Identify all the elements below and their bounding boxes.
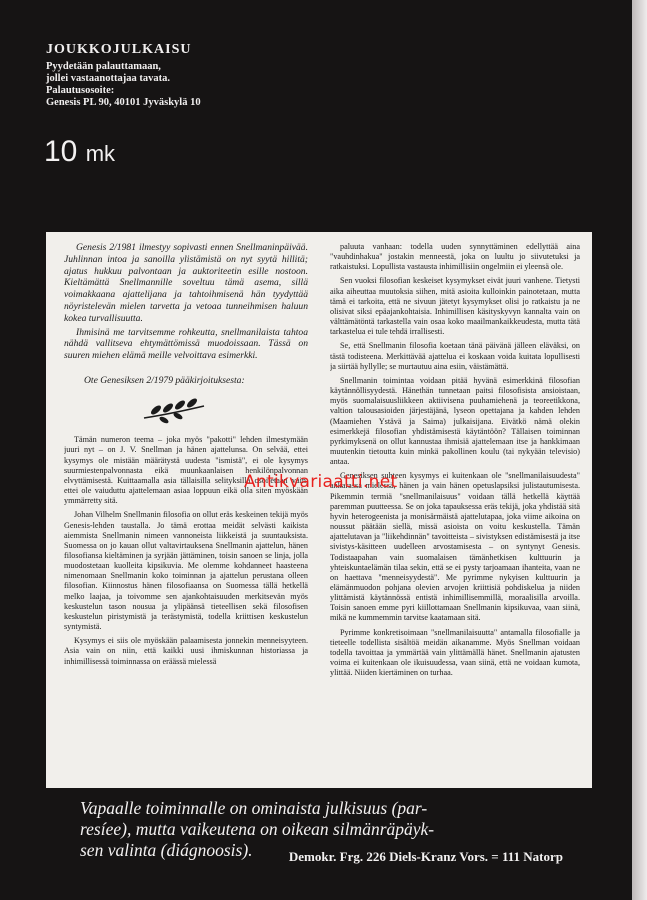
intro-paragraph: Genesis 2/1981 ilmestyy sopivasti ennen Snellmaninpäivää. Juhlinnan intoa ja sanoilla ylistämistä on nyt syytä hillitä; ajatus hukkuu palvontaan ja auktoriteetin esille nostoon. Kieltämättä Snellmannille soveltuu tämä asema, sillä voimakkaana ajattelijana ja tahtoihmisenä hän tyydyttää nöyristelevän mielen tarvetta ja vetoaa tunneihmisen haluun kokea turvallisuutta. bbox=[64, 242, 308, 324]
page-edge bbox=[632, 0, 647, 900]
right-column bbox=[330, 242, 580, 782]
price-amount: 10 bbox=[44, 135, 78, 168]
body-paragraph: paluuta vanhaan: todella uuden synnyttäminen edellyttää aina "vauhdinhakua" jostakin menneestä, joka on luultu jo siivutetuksi ja ratkaistuksi. Lopullista vastausta inhimillisiin ongelmiin ei yleensä ole. bbox=[330, 242, 580, 272]
intro-paragraph: Ihmisinä me tarvitsemme rohkeutta, snellmanilaista tahtoa nähdä vallitseva ehtymättömissä muodoissaan. Tässä on suuren miehen elämä meille velvoittava esimerkki. bbox=[64, 326, 308, 362]
body-paragraph: Pyrimme konkretisoimaan "snellmanilaisuutta" antamalla filosofialle ja tieteelle todellista sisältöä meidän aikanamme. Myös Snellman voidaan todella tavoittaa ja ymmärtää vain ylittämällä hänet. Snellmanin ajatusten voima ei kuitenkaan ole ikuisuudessa, vaan siinä, että ne voidaan kumota, ylittää. Niiden kiertäminen on turhaa. bbox=[330, 627, 580, 678]
intro-text bbox=[64, 242, 308, 362]
header-line: Palautusosoite: bbox=[46, 85, 115, 96]
quote-intro: Ote Genesiksen 2/1979 pääkirjoituksesta: bbox=[84, 374, 245, 386]
body-paragraph: Tämän numeron teema – joka myös "pakotti" lehden ilmestymään juuri nyt – on J. V. Snellman ja hänen ajattelunsa. On selvää, ettei kysymys ole mistään määrätystä uudesta "ismistä", ei ole kysymys suurmiestenpalvonnasta eikä muunkaanlaisen henkilönpalvonnan elvyttämisestä. Kuittaamalla asia tällaisilla selityksillä osoitetaan vain, ettei ole vaiuduttu ajattelemaan asiaa loppuun eikä olla siten myöskään ymmärretty sitä. bbox=[64, 435, 308, 506]
header-line: jollei vastaanottajaa tavata. bbox=[46, 73, 170, 84]
header-line: Pyydetään palauttamaan, bbox=[46, 61, 161, 72]
header-line: Genesis PL 90, 40101 Jyväskylä 10 bbox=[46, 97, 201, 108]
body-paragraph: Snellmanin toimintaa voidaan pitää hyvänä esimerkkinä filosofian käytännöllisyydestä. Hänethän tunnetaan paitsi filosofisista ansioistaan, myös suomalaisuusliikkeen aktiivisena puuhamiehenä ja teoreetikkona, valtion talousasioiden järjestäjänä, lyseon opettajana ja kahden lehden (Maamiehen Ystävä ja Saima) julkaisijana. Eivätkö nämä olekin esimerkkejä filosofian yhdistämisestä käytäntöön? Tällaisen toiminnan pyrkimyksenä on ollut kannustaa ihmisiä ajattelemaan itse ja hankkimaan muutenkin tietoutta kuin minkä pakollinen koulu (tai nykyään televisio) antaa. bbox=[330, 375, 580, 467]
price-handwritten bbox=[44, 135, 115, 169]
epigraph-line: Vapaalle toiminnalle on ominaista julkisuus (par- bbox=[80, 798, 428, 818]
body-paragraph: Johan Vilhelm Snellmanin filosofia on ollut eräs keskeinen tekijä myös Genesis-lehden taustalla. Jo tämä erottaa meidät selvästi kaikista aiemmista Snellmanin nimeen vannoneista liikkeistä ja suuntauksista. Suomessa on jo kauan ollut valtavirtauksena Snellmanin ajattelun, hänen filosofiansa kieltäminen ja syrjään jättäminen, toisin sanoen se linja, jolla muodostetaan kuolleita kipsikuvia. Me olemme kohdanneet haasteena nimenomaan Snellmanin koko toiminnan ja ajattelun perustana olleen filosofian. Kiinnostus hänen filosofiaansa on Suomessa tällä hetkellä melko laajaa, ja toivomme sen ajankohtaisuuden merkitsevän myös keskustelun tason nousua ja ylipäänsä tieteellisen sekä filosofisen keskustelun piristymistä ja terästymistä, todella kriittisen keskustelun syntymistä. bbox=[64, 510, 308, 632]
watermark: Antikvariaatti.net bbox=[244, 472, 398, 492]
body-paragraph: Sen vuoksi filosofian keskeiset kysymykset eivät juuri vanhene. Tietysti aika aiheuttaa muutoksia siihen, mitä asioita kulloinkin painotetaan, mutta tämä ei tarkoita, että ne sivuun jätetyt kysymykset olisi jo ratkaistu ja ne olisivat siksi epäajankohtaisia. Inhimillisen käsityskyvyn kannalta vain on välttämätöntä tarkastella vain osaa koko maailmankaikkeudesta, mutta tätä tarkastelua ei tule tehdä irrallisesti. bbox=[330, 276, 580, 337]
epigraph-line: sen valinta (diágnoosis). bbox=[80, 840, 253, 860]
leaf-ornament-icon bbox=[140, 396, 210, 426]
mailing-header bbox=[46, 42, 201, 109]
body-paragraph: Genesiksen suhteen kysymys ei kuitenkaan ole "snellmanilaisuudesta" ankarassa mielessä, hänen ja vain hänen opetuslapsiksi julistautumisesta. Pikemmin termiä "snellmanilaisuus" voidaan tällä hetkellä käyttää paremman puutteessa. Se on joka tapauksessa eräs tekijä, joka yhdistää sitä hyvin heterogeenista ja monisärmäistä ajattelutapaa, joka viime aikoina on noussut päätään siellä, missä asioista on voitu keskustella. Tämän ajattelutavan ja "liikehdinnän" tavoitteista – sivistyksen edistämisestä ja itse sivistys-käsitteen uudelleen arvostamisesta – on syntynyt Genesis. Todistaapahan vain suomalaisen tämänhetkisen kulttuurin ja yhteiskuntaelämän tilaa sekin, että se ei pysty tarjoamaan ihanteita, vaan ne on haettava "menneisyydestä". Me pyrimme nykyisen kulttuurin ja elämänmuodon pohjana olevien arvojen kriittisiä pohdiskelua ja niiden ylittämistä käytännössä entistä inhimillisemmillä, moraalisilla arvoilla. Toisin sanoen emme pyri kiillottamaan Snellmanin kipsikuvaa, vaan siinä, mikä ne kummemmin tarvitse kaatamaan sitä. bbox=[330, 471, 580, 623]
price-unit: mk bbox=[85, 141, 116, 166]
header-title: JOUKKOJULKAISU bbox=[46, 42, 192, 57]
text-insert bbox=[46, 232, 592, 788]
epigraph-line: resíee), mutta vaikeutena on oikean silmänräpäyk- bbox=[80, 819, 435, 839]
left-column bbox=[64, 242, 308, 782]
epigraph-source: Demokr. Frg. 226 Diels-Kranz Vors. = 111 Natorp bbox=[288, 849, 563, 864]
body-paragraph: Kysymys ei siis ole myöskään palaamisesta jonnekin menneisyyteen. Asia vain on niin, että kaikki uusi ihmiskunnan historiassa ja inhimillisessä toiminnassa on eräässä mielessä bbox=[64, 636, 308, 666]
body-paragraph: Se, että Snellmanin filosofia koetaan tänä päivänä jälleen eläväksi, on tästä todisteena. Merkittävää ajattelua ei koskaan voida kuitata lopullisesti ja siirtää hyllylle; se murtautuu aina esiin, väistämättä. bbox=[330, 341, 580, 371]
